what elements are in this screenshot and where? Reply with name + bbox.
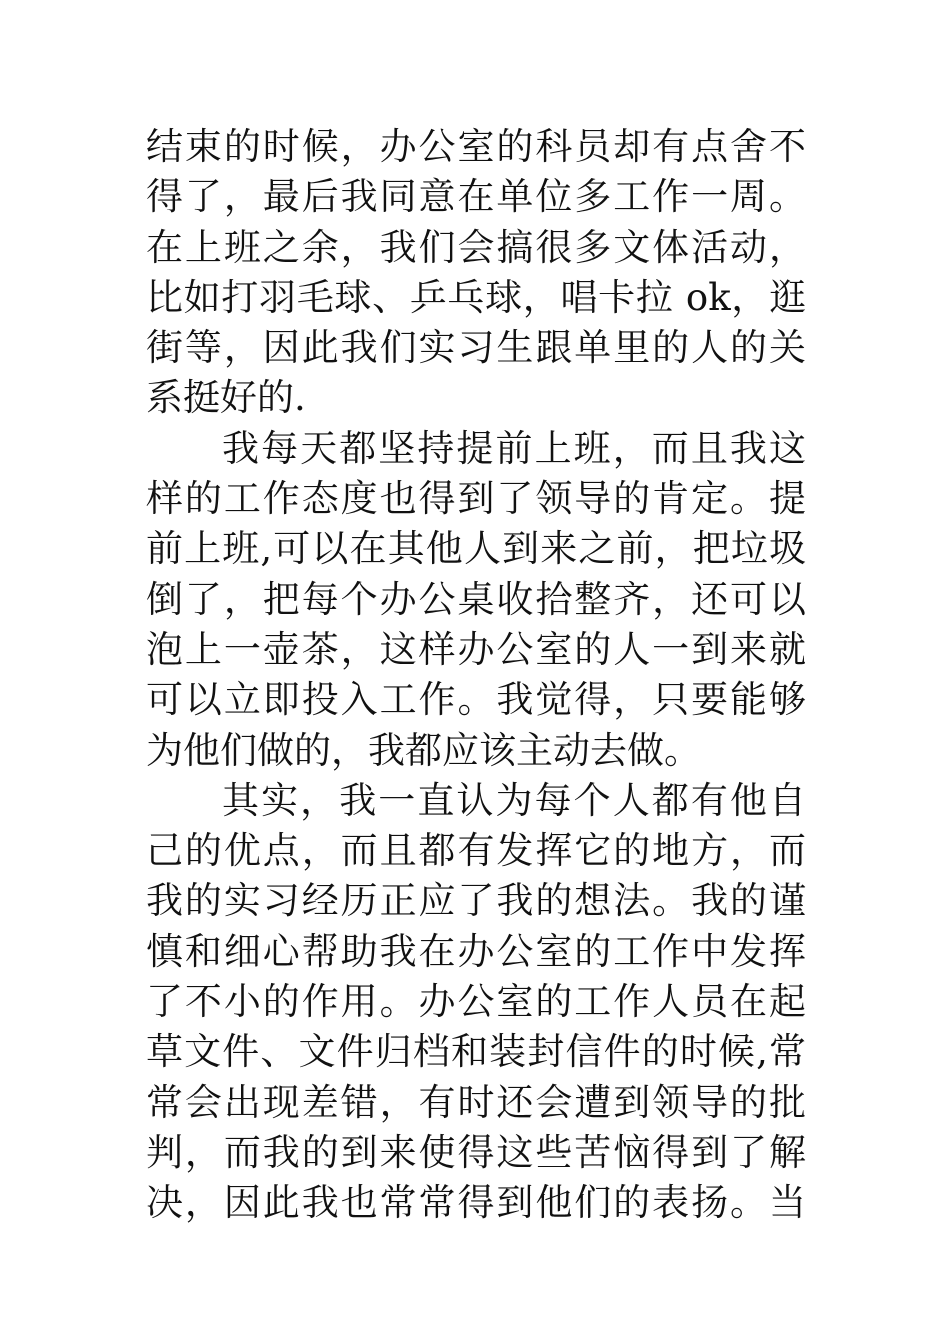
text-line: 比如打羽毛球、乒乓球，唱卡拉 ok，逛 <box>146 275 806 319</box>
text-line: 决，因此我也常常得到他们的表扬。当 <box>146 1181 806 1225</box>
text-line: 草文件、文件归档和装封信件的时候,常 <box>146 1030 806 1074</box>
text-line: 系挺好的. <box>146 376 306 420</box>
text-line: 了不小的作用。办公室的工作人员在起 <box>146 980 806 1024</box>
paragraph-first-line: 其实，我一直认为每个人都有他自 <box>222 778 806 822</box>
text-line: 慎和细心帮助我在办公室的工作中发挥 <box>146 929 806 973</box>
text-line: 我的实习经历正应了我的想法。我的谨 <box>146 879 806 923</box>
text-line: 己的优点，而且都有发挥它的地方，而 <box>146 829 806 873</box>
text-line: 街等，因此我们实习生跟单里的人的关 <box>146 326 806 370</box>
text-line: 判，而我的到来使得这些苦恼得到了解 <box>146 1130 806 1174</box>
text-line: 得了，最后我同意在单位多工作一周。 <box>146 175 806 219</box>
text-line: 可以立即投入工作。我觉得，只要能够 <box>146 678 806 722</box>
text-line: 倒了，把每个办公桌收拾整齐，还可以 <box>146 577 806 621</box>
text-line: 泡上一壶茶，这样办公室的人一到来就 <box>146 627 806 671</box>
text-line: 为他们做的，我都应该主动去做。 <box>146 728 701 772</box>
text-line: 样的工作态度也得到了领导的肯定。提 <box>146 477 806 521</box>
text-line: 在上班之余，我们会搞很多文体活动， <box>146 225 806 269</box>
text-line: 结束的时候，办公室的科员却有点舍不 <box>146 125 806 168</box>
text-line: 前上班,可以在其他人到来之前，把垃圾 <box>146 527 806 571</box>
text-line: 常会出现差错，有时还会遭到领导的批 <box>146 1080 806 1124</box>
body-text <box>146 122 806 1229</box>
paragraph-first-line: 我每天都坚持提前上班，而且我这 <box>222 426 806 470</box>
